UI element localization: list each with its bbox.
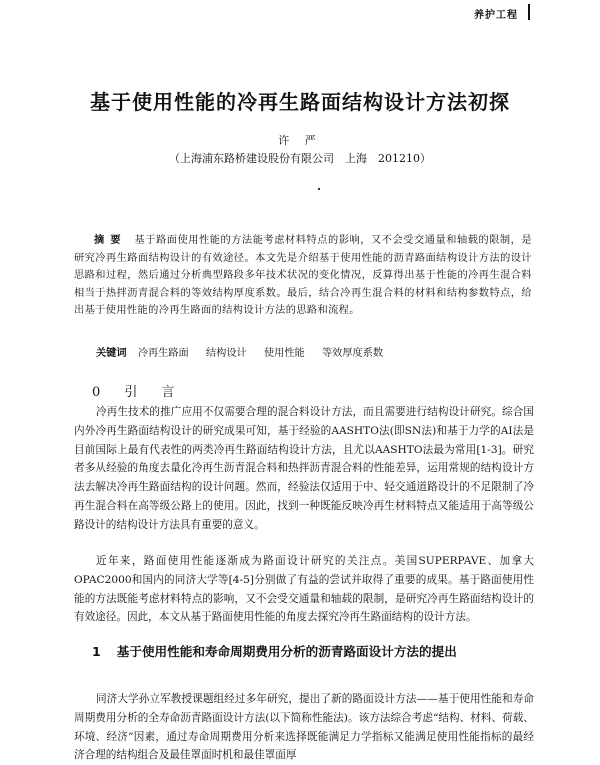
paper-title: 基于使用性能的冷再生路面结构设计方法初探	[90, 90, 510, 114]
keywords-label: 关键词	[96, 348, 127, 359]
keyword: 等效厚度系数	[322, 348, 384, 359]
author: 许 严	[278, 134, 322, 147]
section-heading-intro: 0 引 言	[92, 385, 185, 400]
body-paragraph: 近年来，路面使用性能逐渐成为路面设计研究的关注点。美国SUPERPAVE、加拿大OPAC2000和国内的同济大学等[4-5]分别做了有益的尝试并取得了重要的成果。基于路面使用性能的方法既能考虑材料特点的影响，又不会受交通量和轴载的限制，是研究冷再生路面结构设计的有效途径。因此，本文从基于路面使用性能的角度去探究冷再生路面结构的设计方法。	[74, 555, 534, 624]
keyword: 使用性能	[264, 348, 305, 359]
abstract-text: 基于路面使用性能的方法能考虑材料特点的影响，又不会受交通量和轴载的限制，是研究冷再生路面结构设计的有效途径。本文先是介绍基于使用性能的沥青路面结构设计方法的设计思路和过程，然后通过分析典型路段多年技术状况的变化情况，反算得出基于性能的冷再生混合料相当于热拌沥青混合料的等效结构厚度系数。最后，结合冷再生混合料的材料和结构参数特点，给出基于使用性能的冷再生路面的结构设计方法的思路和流程。	[74, 235, 533, 317]
section-title: 基于使用性能和寿命周期费用分析的沥青路面设计方法的提出	[116, 644, 457, 659]
body-paragraph: 同济大学孙立军教授课题组经过多年研究，提出了新的路面设计方法——基于使用性能和寿命周期费用分析的全寿命沥青路面设计方法(以下简称性能法)。该方法综合考虑“结构、材料、荷载、环境、经济”因素，通过寿命周期费用分析来选择既能满足力学指标又能满足使用性能指标的最经济合理的结构组合及最佳罩面时机和最佳罩面厚	[74, 693, 534, 762]
keyword: 冷再生路面	[137, 348, 189, 359]
body-paragraph: 冷再生技术的推广应用不仅需要合理的混合料设计方法，而且需要进行结构设计研究。综合国内外冷再生路面结构设计的研究成果可知，基于经验的AASHTO法(即SN法)和基于力学的AI法是目前国际上最有代表性的两类冷再生路面结构设计方法，且尤以AASHTO法最为常用[1-3]。研究者多从经验的角度去量化冷再生沥青混合料和热拌沥青混合料的性能差异，运用常规的结构设计方法去解决冷再生路面结构的设计问题。然而，经验法仅适用于中、轻交通道路设计的不足限制了冷再生混合料在高等级公路上的使用。因此，找到一种既能反映冷再生材料特点又能适用于高等级公路设计的结构设计方法具有重要的意义。	[74, 406, 534, 531]
keyword: 结构设计	[206, 348, 247, 359]
stray-mark	[318, 188, 320, 190]
abstract	[74, 232, 532, 320]
running-header: 养护工程	[474, 10, 518, 21]
section-heading-1	[92, 640, 532, 664]
abstract-label: 摘要	[94, 235, 127, 246]
section-number: 1	[92, 644, 101, 659]
keywords	[96, 344, 536, 359]
header-rule	[528, 4, 530, 20]
affiliation: （上海浦东路桥建设股份有限公司 上海 201210）	[169, 152, 431, 165]
